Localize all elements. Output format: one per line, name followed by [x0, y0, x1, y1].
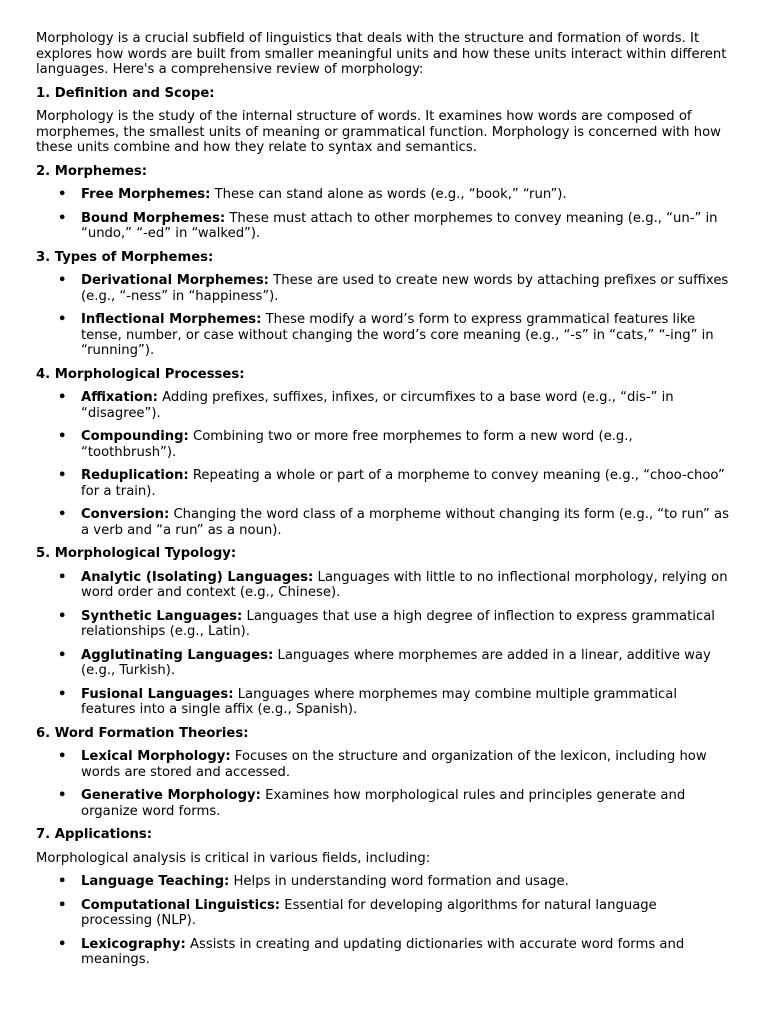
- section-paragraph-definition: Morphology is the study of the internal structure of words. It examines how words are composed of morphemes, the smallest units of meaning or grammatical function. Morphology is concerned with how these units combine and how they relate to syntax and semantics.: [36, 109, 721, 155]
- list-item-term: Inflectional Morphemes:: [81, 312, 262, 327]
- bullet-icon: •: [58, 273, 67, 288]
- list-item-text: Changing the word class of a morpheme without changing its form (e.g., “to run” as a verb and “a run” as a noun).: [81, 507, 729, 538]
- bullet-icon: •: [58, 608, 67, 624]
- list-item: [36, 468, 732, 499]
- list-item: [36, 211, 732, 242]
- list-item-term: Free Morphemes:: [81, 187, 211, 202]
- processes-list: [36, 390, 732, 538]
- bullet-icon: •: [58, 788, 67, 803]
- bullet-icon: •: [58, 647, 67, 663]
- list-item: [36, 874, 732, 890]
- list-item: [36, 390, 732, 421]
- list-item-text: Combining two or more free morphemes to form a new word (e.g., “toothbrush”).: [81, 429, 633, 460]
- section-heading-types: 3. Types of Morphemes:: [36, 249, 214, 265]
- list-item: [36, 898, 732, 929]
- section-paragraph-applications: Morphological analysis is critical in various fields, including:: [36, 850, 431, 866]
- bullet-icon: •: [58, 936, 67, 952]
- list-item-term: Compounding:: [81, 429, 189, 444]
- list-item-term: Reduplication:: [81, 468, 189, 483]
- list-item-text: These must attach to other morphemes to convey meaning (e.g., “un-” in “undo,” “-ed” in “walked”).: [81, 210, 718, 241]
- list-item-term: Agglutinating Languages:: [81, 647, 274, 663]
- applications-list: [36, 874, 732, 968]
- morphemes-list: [36, 187, 732, 242]
- list-item-term: Analytic (Isolating) Languages:: [81, 569, 314, 585]
- bullet-icon: •: [58, 569, 67, 585]
- list-item-term: Bound Morphemes:: [81, 210, 226, 226]
- list-item: [36, 609, 732, 640]
- bullet-icon: •: [58, 187, 67, 202]
- list-item-term: Derivational Morphemes:: [81, 273, 269, 288]
- list-item-text: Repeating a whole or part of a morpheme to convey meaning (e.g., “choo-choo” for a train).: [81, 468, 725, 499]
- list-item: [36, 507, 732, 538]
- list-item-term: Language Teaching:: [81, 874, 230, 889]
- list-item: [36, 937, 732, 968]
- intro-paragraph: Morphology is a crucial subfield of linguistics that deals with the structure and formation of words. It explores how words are built from smaller meaningful units and how these units interact within different languages. Here's a comprehensive review of morphology:: [36, 31, 727, 77]
- typology-list: [36, 570, 732, 718]
- list-item-text: These can stand alone as words (e.g., “book,” “run”).: [210, 187, 567, 202]
- bullet-icon: •: [58, 686, 67, 702]
- types-list: [36, 273, 732, 359]
- bullet-icon: •: [58, 210, 67, 226]
- list-item: [36, 749, 732, 780]
- list-item: [36, 648, 732, 679]
- list-item: [36, 187, 732, 203]
- list-item-text: Adding prefixes, suffixes, infixes, or circumfixes to a base word (e.g., “dis-” in “disagree”).: [81, 390, 674, 421]
- bullet-icon: •: [58, 874, 67, 889]
- bullet-icon: •: [58, 507, 67, 522]
- list-item-text: Examines how morphological rules and principles generate and organize word forms.: [81, 788, 686, 819]
- section-heading-morphemes: 2. Morphemes:: [36, 163, 148, 179]
- list-item-text: Focuses on the structure and organization of the lexicon, including how words are stored and accessed.: [81, 749, 707, 780]
- section-heading-typology: 5. Morphological Typology:: [36, 546, 237, 561]
- bullet-icon: •: [58, 749, 67, 764]
- list-item: [36, 570, 732, 601]
- list-item-text: These modify a word’s form to express grammatical features like tense, number, or case without changing the word’s core meaning (e.g., “-s” in “cats,” “-ing” in “running”).: [81, 312, 714, 358]
- list-item-term: Affixation:: [81, 390, 158, 405]
- list-item-text: Languages where morphemes are added in a linear, additive way (e.g., Turkish).: [81, 647, 711, 678]
- theories-list: [36, 749, 732, 819]
- list-item: [36, 429, 732, 460]
- section-heading-theories: 6. Word Formation Theories:: [36, 725, 249, 741]
- section-heading-processes: 4. Morphological Processes:: [36, 366, 245, 382]
- list-item-text: Assists in creating and updating dictionaries with accurate word forms and meanings.: [81, 936, 685, 967]
- list-item-term: Synthetic Languages:: [81, 608, 243, 624]
- list-item-term: Generative Morphology:: [81, 788, 261, 803]
- bullet-icon: •: [58, 312, 67, 327]
- list-item-text: Helps in understanding word formation and usage.: [229, 874, 569, 889]
- bullet-icon: •: [58, 468, 67, 483]
- list-item-text: Languages with little to no inflectional morphology, relying on word order and context (e.g., Chinese).: [81, 569, 728, 600]
- list-item-term: Conversion:: [81, 507, 170, 522]
- list-item: [36, 788, 732, 819]
- bullet-icon: •: [58, 897, 67, 913]
- list-item: [36, 687, 732, 718]
- list-item-text: These are used to create new words by attaching prefixes or suffixes (e.g., “-ness” in “happiness”).: [81, 273, 729, 304]
- list-item-term: Computational Linguistics:: [81, 897, 281, 913]
- list-item-text: Languages that use a high degree of inflection to express grammatical relationships (e.g., Latin).: [81, 608, 715, 639]
- list-item-text: Languages where morphemes may combine multiple grammatical features into a single affix (e.g., Spanish).: [81, 686, 678, 717]
- list-item-term: Fusional Languages:: [81, 686, 234, 702]
- bullet-icon: •: [58, 429, 67, 444]
- list-item: [36, 312, 732, 359]
- list-item: [36, 273, 732, 304]
- section-heading-applications: 7. Applications:: [36, 827, 153, 842]
- bullet-icon: •: [58, 390, 67, 405]
- section-heading-definition: 1. Definition and Scope:: [36, 85, 215, 101]
- list-item-term: Lexicography:: [81, 936, 186, 952]
- list-item-term: Lexical Morphology:: [81, 749, 231, 764]
- list-item-text: Essential for developing algorithms for natural language processing (NLP).: [81, 897, 657, 928]
